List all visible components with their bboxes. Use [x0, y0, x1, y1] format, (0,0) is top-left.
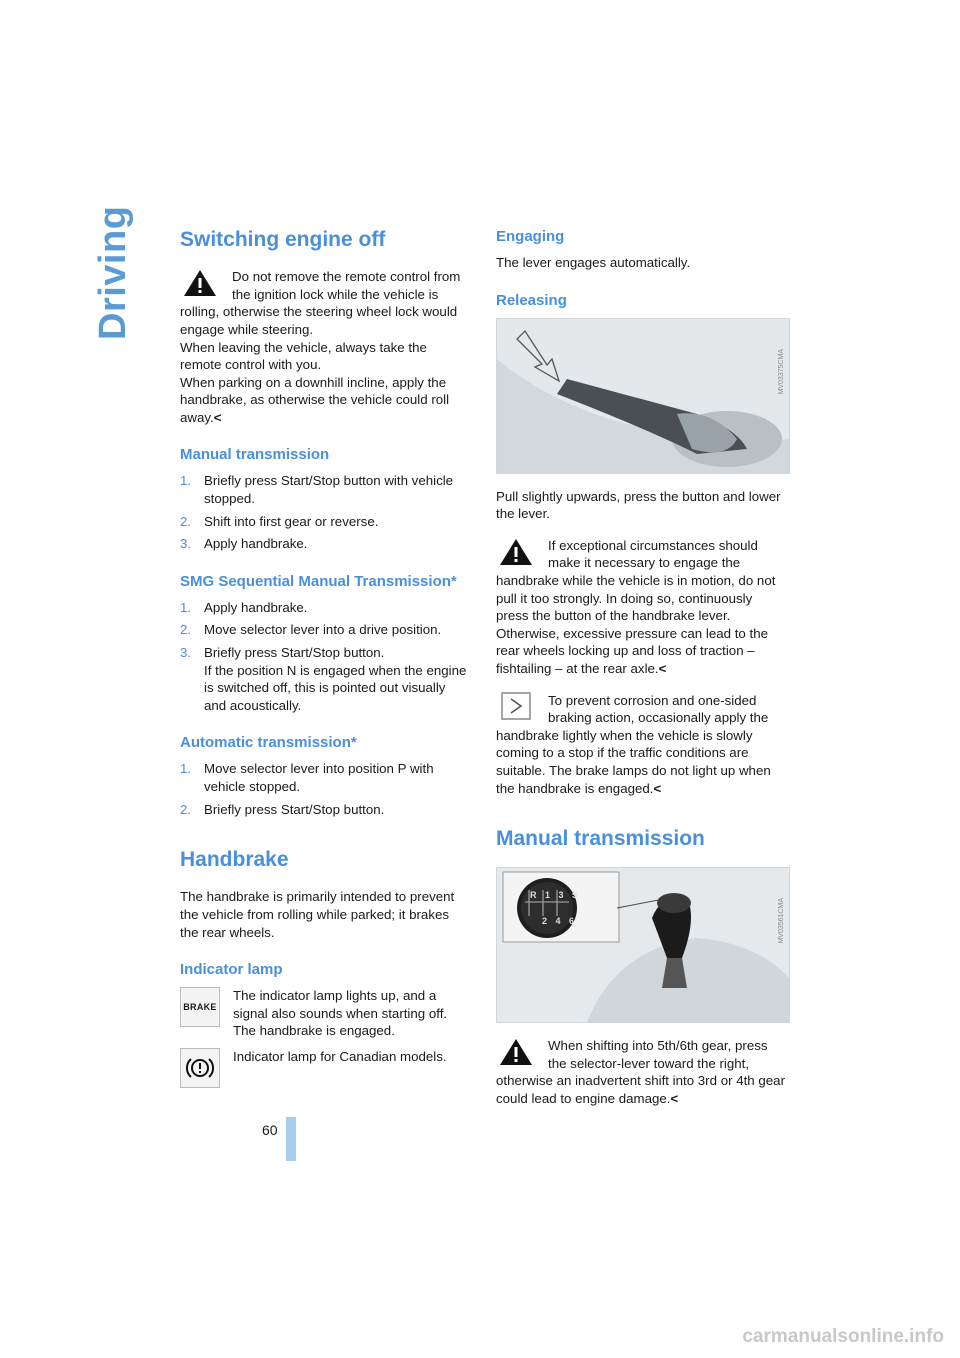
shift-pattern-bottom: 2 4 6 [542, 916, 578, 927]
heading-switching-engine-off: Switching engine off [180, 228, 386, 251]
list-item: 3. Apply handbrake. [180, 536, 308, 552]
tip-note: To prevent corrosion and one-sided braking action, occasionally apply the handbrake lightly when the vehicle is slowly coming to a stop if the traffic conditions are suitable. The brake lamps do not light up when the handbrake is engaged.< [496, 692, 771, 796]
lamp-text-2: Indicator lamp for Canadian models. [233, 1048, 447, 1064]
handbrake-text: The handbrake is primarily intended to prevent the vehicle from rolling while parked; it brakes the rear wheels. [180, 889, 455, 940]
list-item: 3. Briefly press Start/Stop button. If the position N is engaged when the engine is switched off, this is pointed out visually and acoustically. [180, 645, 467, 713]
heading-indicator-lamp: Indicator lamp [180, 961, 283, 979]
smg-steps-list [180, 599, 470, 715]
heading-automatic-transmission: Automatic transmission* [180, 734, 357, 752]
brake-warning-circle-icon [180, 1048, 220, 1088]
figure-code: MV03375CMA [778, 348, 785, 395]
warning-text: If exceptional circumstances should make it necessary to engage the handbrake while the vehicle is in motion, do not pull it too strongly. In doing so, continuously press the button of the handbrake lever. Otherwise, excessive pressure can lead to the rear wheels locking up and loss of traction – fishtailing – at the rear axle. [496, 537, 776, 676]
warning-icon [496, 537, 536, 567]
tip-text: To prevent corrosion and one-sided braking action, occasionally apply the handbrake lightly when the vehicle is slowly coming to a stop if the traffic conditions are suitable. The brake lamps do not light up when the handbrake is engaged. [496, 692, 771, 796]
heading-manual-transmission: Manual transmission [180, 446, 330, 464]
heading-manual-transmission-main: Manual transmission [496, 827, 705, 851]
page-number-bar [286, 1117, 296, 1161]
watermark: carmanualsonline.info [742, 1326, 944, 1347]
lamp-row-canada [180, 1048, 470, 1088]
brake-lamp-label: BRAKE [183, 1002, 217, 1013]
list-item: 1. Apply handbrake. [180, 599, 308, 615]
section-title: Driving [92, 205, 134, 340]
lamp-row-brake [180, 987, 470, 1040]
page-number: 60 [262, 1122, 278, 1138]
gear-shift-figure [496, 867, 790, 1023]
warning-icon [496, 1037, 536, 1067]
warning-note [180, 268, 470, 426]
warning-icon [180, 268, 220, 298]
warning-text-2: When leaving the vehicle, always take the remote control with you. [180, 339, 427, 373]
end-mark: < [213, 409, 222, 425]
brake-lamp-icon [180, 987, 220, 1027]
releasing-text: Pull slightly upwards, press the button and lower the lever. [496, 488, 781, 522]
left-column [180, 228, 470, 1096]
heading-engaging: Engaging [496, 228, 565, 245]
warning-text: When shifting into 5th/6th gear, press the selector-lever toward the right, otherwise an inadvertent shift into 3rd or 4th gear could lead to engine damage. [496, 1038, 786, 1107]
auto-steps-list [180, 760, 470, 818]
engaging-text: The lever engages automatically. [496, 255, 691, 270]
list-item: 2. Briefly press Start/Stop button. [180, 801, 385, 817]
warning-text: Do not remove the remote control from the ignition lock while the vehicle is rolling, otherwise the steering wheel lock would engage while steering. [180, 269, 461, 337]
warning-note: When shifting into 5th/6th gear, press the selector-lever toward the right, otherwise an inadvertent shift into 3rd or 4th gear could lead to engine damage.< [496, 1038, 786, 1107]
heading-smg: SMG Sequential Manual Transmission* [180, 572, 457, 590]
list-item: 2. Shift into first gear or reverse. [180, 513, 379, 529]
right-column [496, 228, 786, 1108]
heading-releasing: Releasing [496, 291, 567, 309]
figure-code: MV03561CMA [778, 898, 785, 944]
tip-arrow-icon [496, 692, 536, 722]
lamp-text-1: The indicator lamp lights up, and a signal also sounds when starting off. The handbrake is engaged. [233, 988, 448, 1039]
heading-handbrake: Handbrake [180, 848, 289, 872]
shift-pattern-top: R 1 3 5 [530, 890, 581, 901]
manual-steps-list [180, 472, 470, 552]
list-item: 1. Move selector lever into position P with vehicle stopped. [180, 761, 434, 795]
list-item: 1. Briefly press Start/Stop button with vehicle stopped. [180, 473, 454, 507]
warning-note: If exceptional circumstances should make it necessary to engage the handbrake while the vehicle is in motion, do not pull it too strongly. In doing so, continuously press the button of the handbrake lever. Otherwise, excessive pressure can lead to the rear wheels locking up and loss of traction – fishtailing – at the rear axle.< [496, 537, 776, 676]
handbrake-figure [496, 318, 790, 474]
list-item: 2. Move selector lever into a drive position. [180, 622, 442, 638]
warning-text-3: When parking on a downhill incline, apply the handbrake, as otherwise the vehicle could roll away. [180, 374, 450, 425]
